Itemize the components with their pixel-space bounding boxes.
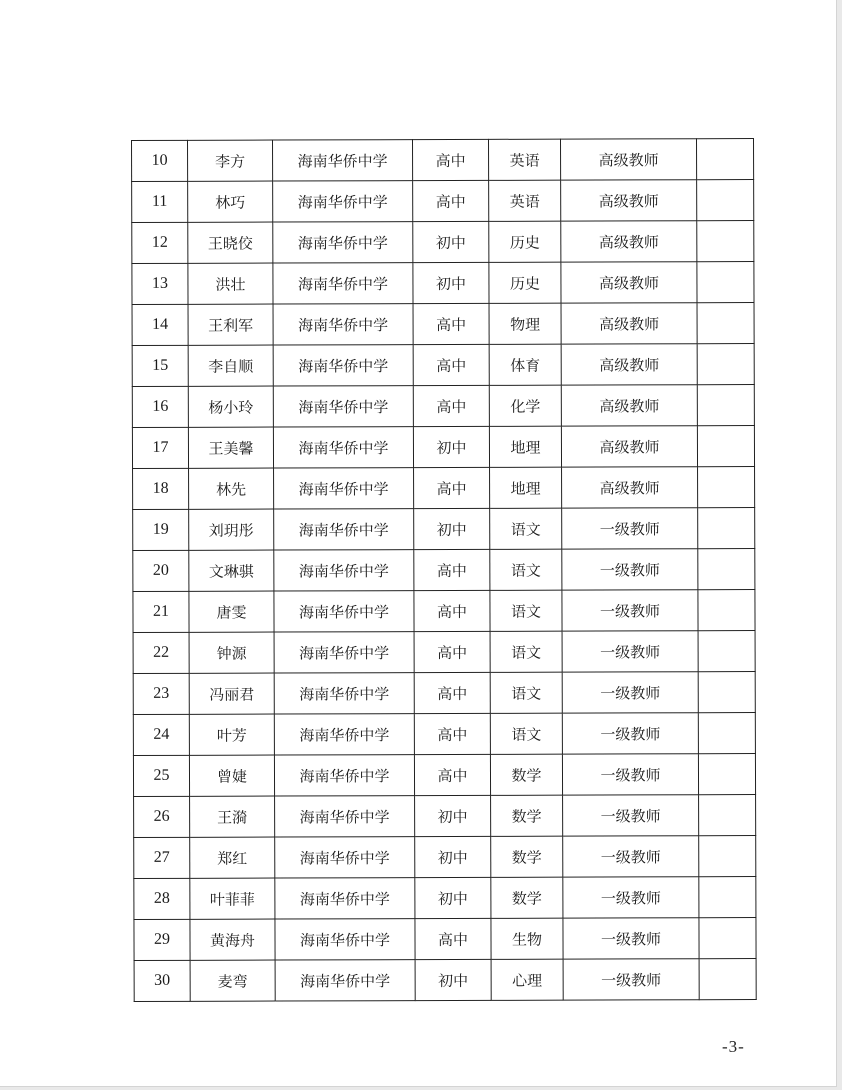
cell-subject: 历史	[489, 262, 561, 303]
cell-name: 冯丽君	[189, 673, 274, 714]
cell-number: 27	[134, 837, 190, 878]
cell-name: 林先	[189, 468, 274, 509]
cell-school: 海南华侨中学	[274, 714, 414, 755]
cell-title: 高级教师	[561, 262, 697, 303]
cell-title: 一级教师	[563, 918, 699, 959]
cell-title: 高级教师	[560, 139, 696, 180]
cell-level: 初中	[413, 262, 489, 303]
cell-number: 15	[132, 345, 188, 386]
cell-level: 高中	[413, 385, 489, 426]
cell-name: 叶菲菲	[190, 878, 275, 919]
cell-subject: 语文	[490, 508, 562, 549]
cell-note	[697, 344, 754, 385]
cell-number: 14	[132, 304, 188, 345]
cell-level: 高中	[413, 139, 489, 180]
cell-number: 18	[133, 468, 189, 509]
cell-note	[697, 221, 754, 262]
cell-name: 李自顺	[188, 345, 273, 386]
cell-subject: 生物	[491, 918, 563, 959]
cell-level: 高中	[413, 180, 489, 221]
table-row	[132, 303, 754, 346]
cell-level: 高中	[414, 549, 490, 590]
cell-title: 高级教师	[561, 426, 697, 467]
cell-name: 唐雯	[189, 591, 274, 632]
cell-number: 21	[133, 591, 189, 632]
cell-level: 高中	[413, 344, 489, 385]
cell-title: 高级教师	[561, 344, 697, 385]
cell-school: 海南华侨中学	[273, 304, 413, 345]
table-row	[133, 713, 755, 756]
cell-level: 高中	[414, 467, 490, 508]
cell-name: 洪壮	[188, 263, 273, 304]
cell-title: 一级教师	[562, 754, 698, 795]
table-row	[132, 385, 754, 428]
cell-school: 海南华侨中学	[273, 345, 413, 386]
cell-school: 海南华侨中学	[273, 181, 413, 222]
cell-level: 高中	[414, 754, 490, 795]
cell-title: 一级教师	[563, 877, 699, 918]
cell-number: 19	[133, 509, 189, 550]
cell-level: 初中	[415, 836, 491, 877]
cell-level: 初中	[413, 426, 489, 467]
cell-title: 一级教师	[562, 549, 698, 590]
table-row	[132, 180, 754, 223]
cell-school: 海南华侨中学	[275, 960, 415, 1001]
cell-name: 王利军	[188, 304, 273, 345]
cell-name: 刘玥彤	[189, 509, 274, 550]
cell-note	[697, 426, 754, 467]
cell-level: 高中	[415, 918, 491, 959]
table-row	[133, 672, 755, 715]
cell-subject: 历史	[489, 221, 561, 262]
cell-note	[698, 590, 755, 631]
cell-note	[699, 959, 756, 1000]
cell-note	[698, 672, 755, 713]
cell-number: 23	[133, 673, 189, 714]
cell-number: 30	[134, 960, 190, 1001]
cell-school: 海南华侨中学	[274, 550, 414, 591]
cell-note	[698, 467, 755, 508]
table-row	[132, 221, 754, 264]
cell-title: 一级教师	[562, 508, 698, 549]
cell-name: 钟源	[189, 632, 274, 673]
cell-subject: 语文	[490, 590, 562, 631]
cell-title: 高级教师	[561, 221, 697, 262]
cell-name: 曾婕	[189, 755, 274, 796]
cell-school: 海南华侨中学	[274, 673, 414, 714]
page-number: -3-	[722, 1037, 745, 1056]
cell-note	[697, 385, 754, 426]
cell-school: 海南华侨中学	[275, 837, 415, 878]
cell-note	[698, 508, 755, 549]
cell-subject: 体育	[489, 344, 561, 385]
table-row	[133, 754, 755, 797]
cell-number: 26	[134, 796, 190, 837]
cell-note	[699, 795, 756, 836]
cell-school: 海南华侨中学	[274, 632, 414, 673]
cell-number: 17	[132, 427, 188, 468]
cell-note	[699, 836, 756, 877]
cell-note	[697, 180, 754, 221]
cell-note	[696, 139, 753, 180]
cell-level: 高中	[414, 590, 490, 631]
cell-subject: 数学	[491, 836, 563, 877]
cell-title: 高级教师	[562, 467, 698, 508]
cell-level: 高中	[414, 631, 490, 672]
cell-name: 王漪	[190, 796, 275, 837]
cell-subject: 语文	[490, 549, 562, 590]
cell-subject: 英语	[488, 139, 560, 180]
table-row	[132, 426, 754, 469]
cell-school: 海南华侨中学	[275, 919, 415, 960]
table-row	[133, 590, 755, 633]
cell-number: 20	[133, 550, 189, 591]
cell-title: 一级教师	[563, 795, 699, 836]
cell-level: 高中	[414, 713, 490, 754]
cell-name: 林巧	[188, 181, 273, 222]
cell-school: 海南华侨中学	[273, 140, 413, 181]
teacher-roster-table	[131, 138, 757, 1002]
cell-title: 一级教师	[562, 631, 698, 672]
table-row	[134, 877, 756, 920]
cell-subject: 语文	[490, 631, 562, 672]
cell-school: 海南华侨中学	[273, 427, 413, 468]
cell-number: 24	[133, 714, 189, 755]
cell-name: 文琳骐	[189, 550, 274, 591]
cell-note	[699, 877, 756, 918]
cell-school: 海南华侨中学	[274, 591, 414, 632]
cell-number: 22	[133, 632, 189, 673]
cell-title: 一级教师	[563, 959, 699, 1000]
cell-school: 海南华侨中学	[273, 263, 413, 304]
cell-title: 高级教师	[561, 385, 697, 426]
cell-name: 郑红	[190, 837, 275, 878]
table-row	[134, 795, 756, 838]
cell-title: 一级教师	[562, 672, 698, 713]
cell-level: 高中	[413, 303, 489, 344]
cell-note	[699, 918, 756, 959]
cell-name: 李方	[188, 140, 273, 181]
cell-number: 13	[132, 263, 188, 304]
table-row	[133, 467, 755, 510]
table-row	[132, 139, 754, 182]
cell-note	[697, 303, 754, 344]
cell-school: 海南华侨中学	[274, 509, 414, 550]
roster-body	[132, 139, 757, 1002]
cell-subject: 化学	[489, 385, 561, 426]
cell-number: 12	[132, 222, 188, 263]
cell-title: 高级教师	[561, 180, 697, 221]
cell-subject: 语文	[490, 713, 562, 754]
cell-number: 16	[132, 386, 188, 427]
cell-name: 黄海舟	[190, 919, 275, 960]
cell-level: 初中	[415, 877, 491, 918]
cell-note	[698, 549, 755, 590]
cell-name: 王晓佼	[188, 222, 273, 263]
cell-school: 海南华侨中学	[274, 468, 414, 509]
cell-number: 28	[134, 878, 190, 919]
cell-school: 海南华侨中学	[273, 386, 413, 427]
cell-level: 初中	[415, 959, 491, 1000]
table-row	[134, 959, 756, 1002]
cell-name: 杨小玲	[188, 386, 273, 427]
cell-subject: 心理	[491, 959, 563, 1000]
cell-note	[698, 713, 755, 754]
cell-title: 高级教师	[561, 303, 697, 344]
cell-note	[698, 754, 755, 795]
cell-subject: 数学	[491, 877, 563, 918]
cell-school: 海南华侨中学	[275, 878, 415, 919]
cell-school: 海南华侨中学	[275, 796, 415, 837]
cell-subject: 地理	[489, 426, 561, 467]
cell-name: 王美馨	[188, 427, 273, 468]
cell-subject: 语文	[490, 672, 562, 713]
table-row	[133, 631, 755, 674]
cell-number: 29	[134, 919, 190, 960]
table-row	[133, 549, 755, 592]
cell-school: 海南华侨中学	[274, 755, 414, 796]
cell-title: 一级教师	[563, 836, 699, 877]
cell-note	[698, 631, 755, 672]
cell-subject: 数学	[491, 795, 563, 836]
table-row	[134, 918, 756, 961]
cell-title: 一级教师	[562, 590, 698, 631]
table-row	[134, 836, 756, 879]
cell-name: 麦弯	[190, 960, 275, 1001]
cell-number: 25	[133, 755, 189, 796]
cell-title: 一级教师	[562, 713, 698, 754]
table-row	[133, 508, 755, 551]
cell-subject: 地理	[490, 467, 562, 508]
table-row	[132, 262, 754, 305]
cell-name: 叶芳	[189, 714, 274, 755]
cell-level: 高中	[414, 672, 490, 713]
cell-subject: 物理	[489, 303, 561, 344]
cell-subject: 数学	[490, 754, 562, 795]
cell-number: 10	[132, 140, 188, 181]
cell-school: 海南华侨中学	[273, 222, 413, 263]
table-row	[132, 344, 754, 387]
cell-level: 初中	[414, 508, 490, 549]
cell-number: 11	[132, 181, 188, 222]
cell-subject: 英语	[489, 180, 561, 221]
cell-level: 初中	[413, 221, 489, 262]
cell-level: 初中	[415, 795, 491, 836]
cell-note	[697, 262, 754, 303]
